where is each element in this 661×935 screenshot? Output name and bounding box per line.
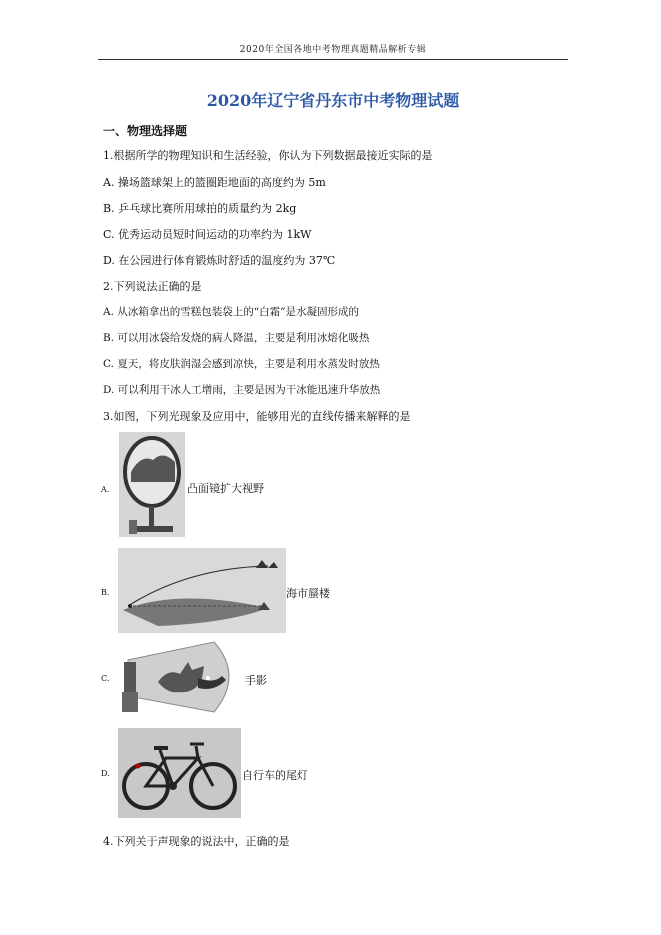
- bicycle-photo-icon: [118, 728, 241, 818]
- figure-a-label: A.: [101, 485, 110, 494]
- question-2-option-d: D. 可以利用干冰人工增雨，主要是因为干冰能迅速升华放热: [103, 384, 381, 396]
- mirage-photo-icon: [118, 548, 286, 633]
- convex-mirror-photo-icon: [119, 432, 185, 537]
- figure-a-caption: 凸面镜扩大视野: [187, 482, 264, 495]
- question-1-stem: 1.根据所学的物理知识和生活经验，你认为下列数据最接近实际的是: [103, 149, 433, 162]
- figure-d-label: D.: [101, 769, 110, 778]
- section-heading: 一、物理选择题: [103, 124, 188, 138]
- question-1-option-a: A. 操场篮球架上的篮圈距地面的高度约为 5m: [103, 176, 326, 189]
- figure-b-caption: 海市蜃楼: [286, 587, 330, 600]
- hand-shadow-photo-icon: [118, 638, 244, 716]
- header-rule: [98, 59, 568, 60]
- question-2-option-b: B. 可以用冰袋给发烧的病人降温，主要是利用冰熔化吸热: [103, 332, 370, 344]
- question-1-option-b: B. 乒乓球比赛所用球拍的质量约为 2kg: [103, 202, 297, 215]
- page-header: 2020年全国各地中考物理真题精品解析专辑: [239, 45, 427, 55]
- question-4-stem: 4.下列关于声现象的说法中，正确的是: [103, 835, 290, 848]
- exam-title: 2020年辽宁省丹东市中考物理试题: [206, 91, 460, 110]
- figure-b-label: B.: [101, 588, 110, 597]
- question-2-option-a: A. 从冰箱拿出的雪糕包装袋上的“白霜”是水凝固形成的: [103, 306, 359, 318]
- question-1-option-c: C. 优秀运动员短时间运动的功率约为 1kW: [103, 228, 312, 241]
- question-2-option-c: C. 夏天，将皮肤润湿会感到凉快，主要是利用水蒸发时放热: [103, 358, 380, 370]
- question-3-stem: 3.如图，下列光现象及应用中，能够用光的直线传播来解释的是: [103, 410, 411, 423]
- question-1-option-d: D. 在公园进行体育锻炼时舒适的温度约为 37℃: [103, 254, 336, 267]
- figure-c-caption: 手影: [245, 674, 267, 687]
- figure-c-label: C.: [101, 674, 110, 683]
- figure-d-caption: 自行车的尾灯: [242, 769, 308, 782]
- question-2-stem: 2.下列说法正确的是: [103, 280, 202, 293]
